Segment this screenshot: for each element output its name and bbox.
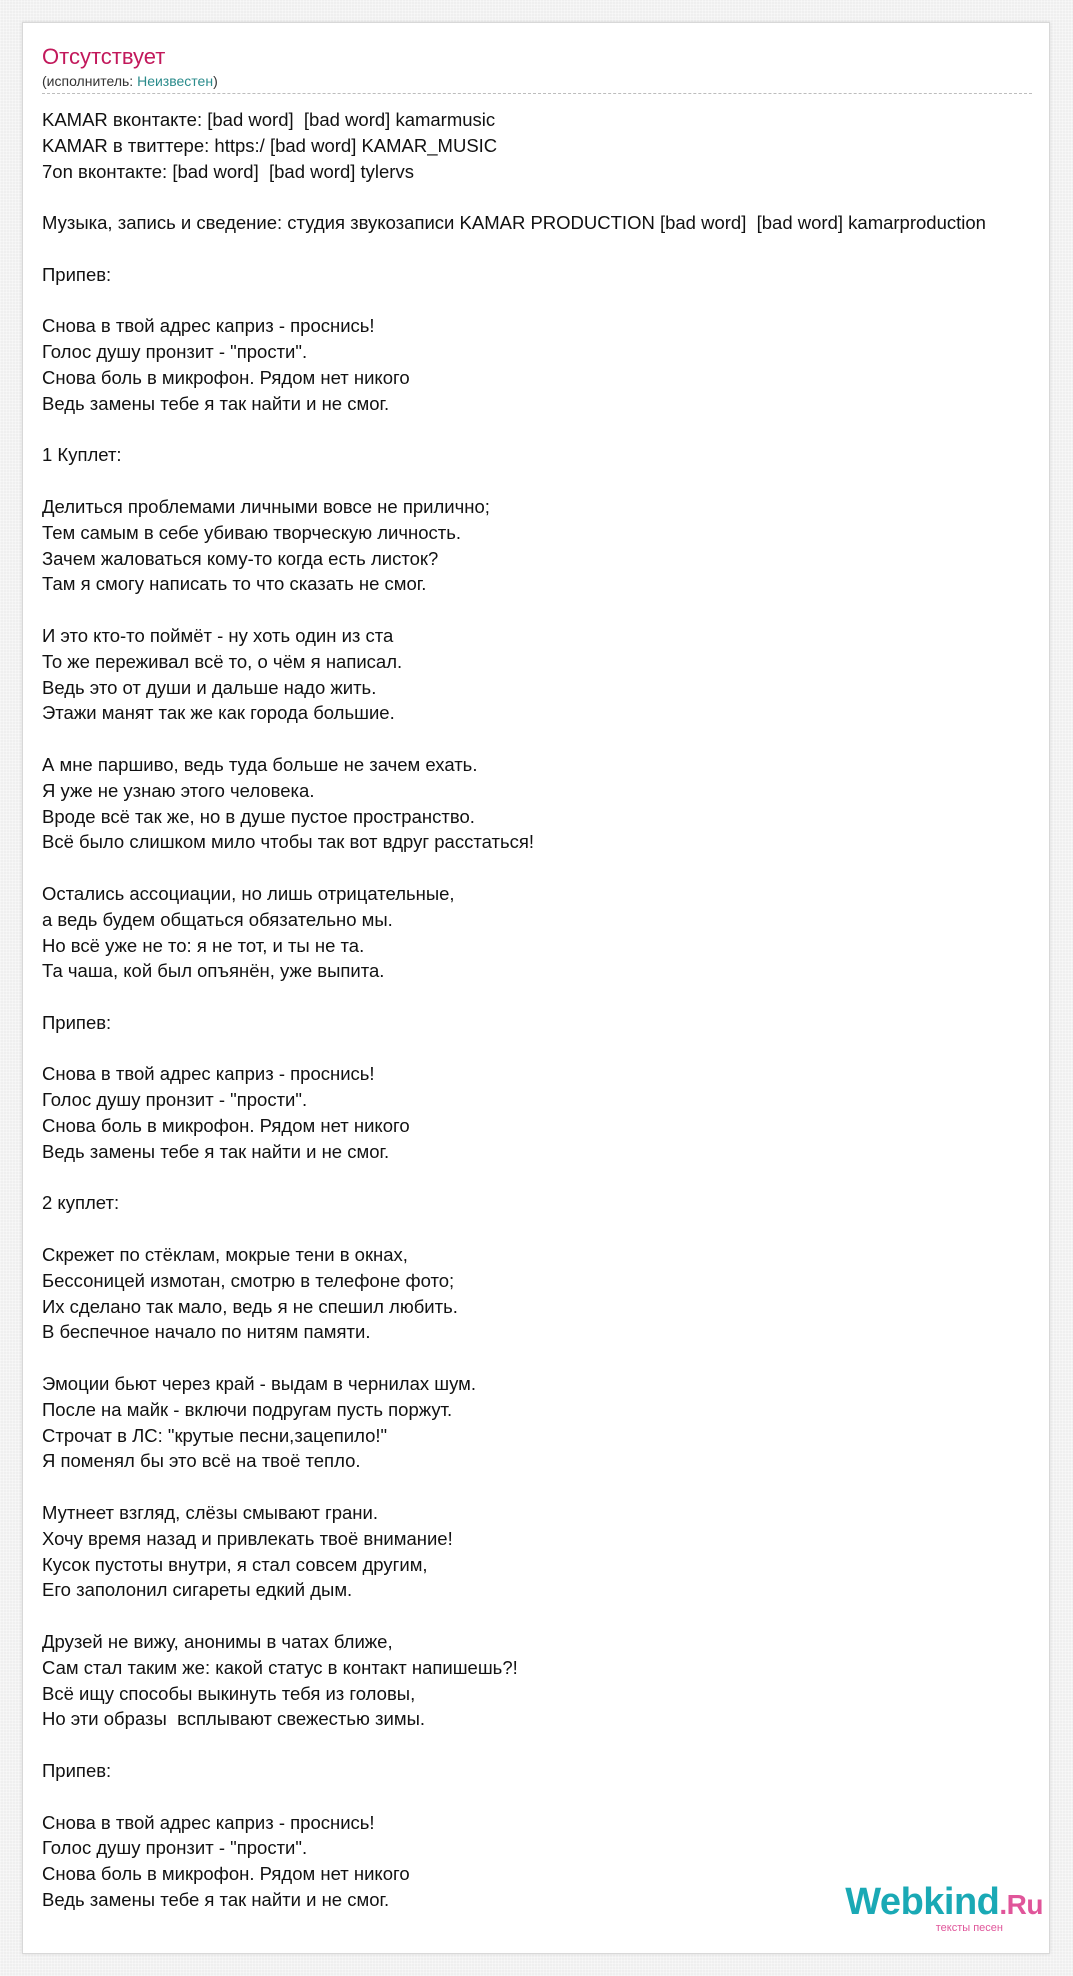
song-title: Отсутствует [42, 44, 166, 69]
header-divider [42, 93, 1032, 94]
logo-main-text: Webkind [845, 1881, 1000, 1923]
lyrics-text: KAMAR вконтакте: [bad word] [bad word] kamarmusic KAMAR в твиттере: https:/ [bad word] KAMAR_MUSIC 7on вконтакте: [bad word] [bad word] tylervs Музыка, запись и сведение: студия звукозаписи KAMAR PRODUCTION [bad word] [bad word] kamarproduction Припев: Снова в твой адрес каприз - проснись! Голос душу пронзит - "прости". Снова боль в микрофон. Рядом нет никого Ведь замены тебе я так найти и не смог. 1 Куплет: Делиться проблемами личными вовсе не прилично; Тем самым в себе убиваю творческую личность. Зачем жаловаться кому-то когда есть листок? Там я смогу написать то что сказать не смог. И это кто-то поймёт - ну хоть один из ста То же переживал всё то, о чём я написал. Ведь это от души и дальше надо жить. Этажи манят так же как города большие. А мне паршиво, ведь туда больше не зачем ехать. Я уже не узнаю этого человека. Вроде всё так же, но в душе пустое пространство. Всё было слишком мило чтобы так вот вдруг расстаться! Остались ассоциации, но лишь отрицательные, а ведь будем общаться обязательно мы. Но всё уже не то: я не тот, и ты не та. Та чаша, кой был опъянён, уже выпита. Припев: Снова в твой адрес каприз - проснись! Голос душу пронзит - "прости". Снова боль в микрофон. Рядом нет никого Ведь замены тебе я так найти и не смог. 2 куплет: Скрежет по стёклам, мокрые тени в окнах, Бессоницей измотан, смотрю в телефоне фото; Их сделано так мало, ведь я не спешил любить. В беспечное начало по нитям памяти. Эмоции бьют через край - выдам в чернилах шум. После на майк - включи подругам пусть поржут. Строчат в ЛС: "крутые песни,зацепило!" Я поменял бы это всё на твоё тепло. Мутнеет взгляд, слёзы смывают грани. Хочу время назад и привлекать твоё внимание! Кусок пустоты внутри, я стал совсем другим, Его заполонил сигареты едкий дым. Друзей не вижу, анонимы в чатах ближе, Сам стал таким же: какой статус в контакт напишешь?! Всё ищу способы выкинуть тебя из головы, Но эти образы всплывают свежестью зимы. Припев: Снова в твой адрес каприз - проснись! Голос душу пронзит - "прости". Снова боль в микрофон. Рядом нет никого Ведь замены тебе я так найти и не смог. [42, 109, 986, 1910]
logo-domain-suffix: .Ru [999, 1889, 1043, 1920]
lyrics-card [22, 22, 1050, 1954]
webkind-logo[interactable] [845, 1883, 1043, 1934]
logo-wordmark [845, 1883, 1043, 1924]
artist-line [42, 72, 218, 90]
artist-link[interactable]: Неизвестен [137, 73, 214, 89]
artist-prefix: (исполнитель: [42, 73, 138, 89]
logo-tagline: тексты песен [935, 1922, 1003, 1934]
artist-suffix: ) [213, 73, 218, 89]
